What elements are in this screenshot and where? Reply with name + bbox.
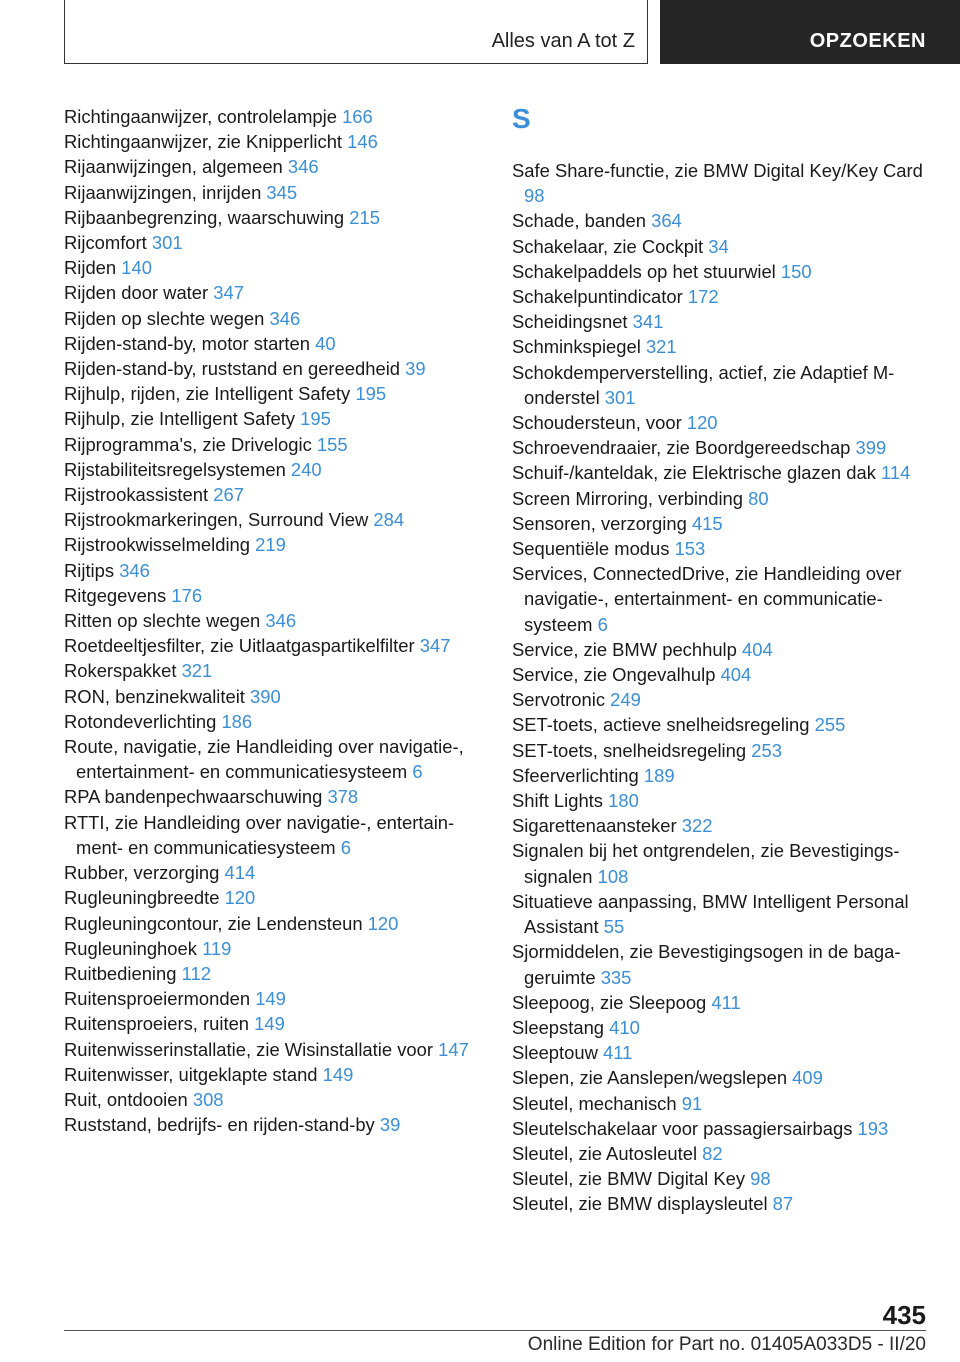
- page-reference-link[interactable]: 378: [327, 786, 359, 808]
- index-entry-text: Sfeerverlichting: [512, 764, 639, 786]
- index-entry-text: RPA bandenpechwaarschuwing: [64, 786, 323, 808]
- index-entry: [64, 1087, 484, 1112]
- index-entry-text: Sleutel, zie BMW displaysleutel: [512, 1193, 768, 1215]
- index-entry: [512, 763, 932, 788]
- index-entry-text: Service, zie BMW pechhulp: [512, 638, 737, 660]
- index-entry-text: Signalen bij het ontgrendelen, zie Bevestigingssignalen: [512, 840, 900, 887]
- page-reference-link[interactable]: 82: [702, 1142, 723, 1164]
- page-number: 435: [882, 1300, 926, 1330]
- index-entry-text: Schakelaar, zie Cockpit: [512, 235, 704, 257]
- page-reference-link[interactable]: 347: [419, 635, 451, 657]
- index-entry-text: Ruitensproeiers, ruiten: [64, 1013, 250, 1035]
- index-entry: [64, 608, 484, 633]
- page-reference-link[interactable]: 80: [748, 487, 769, 509]
- index-entry: [512, 939, 932, 989]
- index-entry: [64, 961, 484, 986]
- page-reference-link[interactable]: 409: [792, 1067, 823, 1089]
- index-entry-text: SET-toets, actieve snelheidsregeling: [512, 714, 810, 736]
- index-entry-text: Rijden-stand-by, motor starten: [64, 332, 310, 354]
- page-reference-link[interactable]: 410: [609, 1016, 640, 1038]
- index-entry: [64, 633, 484, 658]
- index-entry: [64, 356, 484, 381]
- page-reference-link[interactable]: 404: [742, 638, 773, 660]
- index-entry-text: Situatieve aanpassing, BMW Intelligent Personal Assistant: [512, 890, 909, 938]
- index-entry-text: Sleutel, zie BMW Digital Key: [512, 1168, 746, 1190]
- index-entry: [64, 1112, 484, 1137]
- index-entry: [64, 558, 484, 583]
- page-reference-link[interactable]: 321: [181, 660, 213, 682]
- index-entry: [512, 1091, 932, 1116]
- index-entry: [64, 129, 484, 154]
- index-entry-text: Ruitenwisser, uitgeklapte stand: [64, 1063, 318, 1085]
- index-entry-text: Sigarettenaansteker: [512, 815, 677, 837]
- page-reference-link[interactable]: 40: [315, 332, 336, 354]
- page-reference-link[interactable]: 166: [342, 106, 373, 127]
- page-reference-link[interactable]: 6: [412, 761, 423, 783]
- index-entry: [64, 331, 484, 356]
- page-reference-link[interactable]: 39: [405, 358, 426, 380]
- index-entry-text: Rugleuningcontour, zie Lendensteun: [64, 912, 363, 934]
- index-entry: [64, 104, 484, 129]
- index-entry-text: Ruitbediening: [64, 962, 177, 984]
- index-entry: [64, 810, 484, 860]
- page-reference-link[interactable]: 55: [603, 916, 625, 938]
- index-entry: [512, 536, 932, 561]
- page-reference-link[interactable]: 147: [438, 1038, 469, 1060]
- index-entry: [64, 406, 484, 431]
- page-reference-link[interactable]: 411: [711, 991, 741, 1013]
- page-reference-link[interactable]: 149: [322, 1063, 354, 1085]
- page-reference-link[interactable]: 345: [266, 181, 298, 203]
- index-entries-right: [512, 158, 932, 1217]
- page-reference-link[interactable]: 240: [290, 458, 322, 480]
- index-entry-text: Services, ConnectedDrive, zie Handleiding over navigatie-, entertainment- en communicatiesysteem: [512, 563, 902, 635]
- page-reference-link[interactable]: 308: [192, 1088, 224, 1110]
- page-reference-link[interactable]: 140: [121, 257, 152, 279]
- page-reference-link[interactable]: 87: [772, 1193, 794, 1215]
- index-entry: [64, 255, 484, 280]
- index-entry: [512, 687, 932, 712]
- page-reference-link[interactable]: 186: [221, 710, 253, 732]
- page-reference-link[interactable]: 249: [610, 689, 641, 711]
- page-reference-link[interactable]: 347: [213, 282, 244, 304]
- index-entry: [64, 734, 484, 784]
- index-entry-text: Sjormiddelen, zie Bevestigingsogen in de bagageruimte: [512, 941, 901, 988]
- index-entry-text: Sleepstang: [512, 1016, 605, 1038]
- index-entry-text: Sequentiële modus: [512, 538, 670, 560]
- index-entry: [64, 583, 484, 608]
- page-reference-link[interactable]: 341: [632, 311, 664, 333]
- footer-divider: [64, 1330, 926, 1331]
- index-entry: [64, 230, 484, 255]
- index-entry-text: Schokdemperverstelling, actief, zie Adaptief M-onderstel: [512, 361, 895, 408]
- index-entry-text: SET-toets, snelheidsregeling: [512, 739, 747, 761]
- index-entry-text: Ruitenwisserinstallatie, zie Wisinstallatie voor: [64, 1038, 433, 1060]
- page-reference-link[interactable]: 98: [524, 185, 545, 207]
- index-entry-text: Rijhulp, zie Intelligent Safety: [64, 408, 296, 430]
- index-entry: [64, 1062, 484, 1087]
- index-entry-text: Ruit, ontdooien: [64, 1088, 188, 1110]
- page-reference-link[interactable]: 6: [597, 613, 608, 635]
- index-entry-text: Rijstrookwisselmelding: [64, 534, 251, 556]
- page-reference-link[interactable]: 150: [780, 260, 812, 282]
- index-entry: [512, 1191, 932, 1216]
- index-entry: [512, 234, 932, 259]
- page-reference-link[interactable]: 301: [604, 386, 636, 408]
- index-entry-text: Schakelpuntindicator: [512, 286, 683, 308]
- index-column-right: [512, 104, 932, 1217]
- index-entry: [64, 482, 484, 507]
- index-entry-text: Sleutelschakelaar voor passagiersairbags: [512, 1117, 853, 1139]
- index-entry: [512, 712, 932, 737]
- page-reference-link[interactable]: 253: [751, 739, 782, 761]
- page-reference-link[interactable]: 112: [181, 962, 211, 984]
- index-entry-text: Rijstrookmarkeringen, Surround View: [64, 509, 369, 531]
- index-entry-text: Rijcomfort: [64, 232, 147, 254]
- page-reference-link[interactable]: 189: [643, 764, 675, 786]
- index-entry: [512, 738, 932, 763]
- header-tab: [64, 0, 648, 64]
- index-entry: [512, 990, 932, 1015]
- index-entry: [512, 1116, 932, 1141]
- page-reference-link[interactable]: 219: [255, 534, 286, 556]
- page-reference-link[interactable]: 149: [255, 988, 286, 1010]
- index-entry: [64, 986, 484, 1011]
- index-entry: [512, 662, 932, 687]
- page-reference-link[interactable]: 411: [603, 1042, 633, 1064]
- page-reference-link[interactable]: 180: [608, 790, 639, 812]
- page-reference-link[interactable]: 39: [379, 1114, 401, 1136]
- index-entry: [64, 1011, 484, 1036]
- index-entry: [64, 532, 484, 557]
- index-entry-text: Rijtips: [64, 559, 115, 581]
- page-reference-link[interactable]: 322: [681, 815, 713, 837]
- page-reference-link[interactable]: 108: [597, 865, 629, 887]
- index-entry-text: Route, navigatie, zie Handleiding over navigatie-, entertainment- en communicatiesysteem: [64, 736, 464, 783]
- index-entry-text: Schakelpaddels op het stuurwiel: [512, 260, 776, 282]
- index-entry-text: Rijden: [64, 257, 117, 279]
- page-reference-link[interactable]: 346: [265, 610, 297, 632]
- index-entry: [64, 860, 484, 885]
- index-entry: [64, 457, 484, 482]
- index-entry: [64, 885, 484, 910]
- page-reference-link[interactable]: 346: [269, 307, 301, 329]
- page-reference-link[interactable]: 284: [373, 509, 405, 531]
- section-label: OPZOEKEN: [809, 30, 926, 52]
- page-reference-link[interactable]: 415: [691, 512, 723, 534]
- index-entry: [64, 154, 484, 179]
- index-entry: [64, 1037, 484, 1062]
- index-entry: [512, 284, 932, 309]
- page-reference-link[interactable]: 390: [250, 685, 281, 707]
- index-entry: [64, 507, 484, 532]
- index-entry-text: Rijden-stand-by, ruststand en gereedheid: [64, 358, 401, 380]
- page-reference-link[interactable]: 34: [708, 235, 729, 257]
- index-entry-text: Sleeptouw: [512, 1042, 598, 1064]
- page-reference-link[interactable]: 146: [347, 131, 378, 153]
- index-entry-text: Rijaanwijzingen, algemeen: [64, 156, 283, 178]
- index-entry: [64, 658, 484, 683]
- index-entry-text: Safe Share-functie, zie BMW Digital Key/Key Card: [512, 160, 923, 181]
- page-reference-link[interactable]: 267: [213, 484, 244, 506]
- footer-edition: Online Edition for Part no. 01405A033D5 - II/20: [527, 1334, 926, 1355]
- index-entry-text: Sensoren, verzorging: [512, 512, 687, 534]
- index-entry-text: Slepen, zie Aanslepen/wegslepen: [512, 1067, 788, 1089]
- index-entry-text: RTTI, zie Handleiding over navigatie-, entertainment- en communicatiesysteem: [64, 811, 455, 858]
- page-reference-link[interactable]: 346: [287, 156, 319, 178]
- index-entry: [64, 306, 484, 331]
- index-entry-text: Schminkspiegel: [512, 336, 641, 358]
- index-entry-text: Ruitensproeiermonden: [64, 988, 251, 1010]
- index-entry-text: Richtingaanwijzer, zie Knipperlicht: [64, 131, 343, 153]
- index-entry-text: RON, benzinekwaliteit: [64, 685, 245, 707]
- index-entry-text: Rijprogramma's, zie Drivelogic: [64, 433, 312, 455]
- index-entry: [512, 435, 932, 460]
- index-entry: [512, 334, 932, 359]
- page-reference-link[interactable]: 155: [316, 433, 348, 455]
- index-entry-text: Scheidingsnet: [512, 311, 628, 333]
- page-reference-link[interactable]: 153: [674, 538, 706, 560]
- page-reference-link[interactable]: 195: [300, 408, 331, 430]
- index-entry: [512, 511, 932, 536]
- index-entry: [64, 911, 484, 936]
- index-entry-text: Rotondeverlichting: [64, 710, 217, 732]
- page-reference-link[interactable]: 414: [224, 862, 256, 884]
- index-entry: [512, 410, 932, 435]
- page-reference-link[interactable]: 335: [600, 966, 632, 988]
- index-entry-text: Rijaanwijzingen, inrijden: [64, 181, 262, 203]
- page-reference-link[interactable]: 364: [651, 210, 682, 232]
- page-reference-link[interactable]: 215: [349, 206, 380, 228]
- index-entry: [512, 813, 932, 838]
- index-entry-text: Screen Mirroring, verbinding: [512, 487, 744, 509]
- page-reference-link[interactable]: 176: [171, 584, 203, 606]
- index-entry: [64, 709, 484, 734]
- index-entry-text: Ruststand, bedrijfs- en rijden-stand-by: [64, 1114, 375, 1136]
- page-reference-link[interactable]: 120: [367, 912, 399, 934]
- index-entry-text: Rijstrookassistent: [64, 484, 209, 506]
- page-reference-link[interactable]: 255: [814, 714, 846, 736]
- index-entry: [512, 460, 932, 485]
- index-entry-text: Servotronic: [512, 689, 606, 711]
- page-reference-link[interactable]: 346: [119, 559, 150, 581]
- index-entry-text: Schroevendraaier, zie Boordgereedschap: [512, 437, 851, 459]
- header-title: Alles van A tot Z: [491, 30, 635, 52]
- page-reference-link[interactable]: 193: [857, 1117, 889, 1139]
- index-entry-text: Schoudersteun, voor: [512, 412, 682, 434]
- index-entry: [512, 1065, 932, 1090]
- index-entry-text: Rugleuningbreedte: [64, 887, 220, 909]
- index-entry: [512, 360, 932, 410]
- page-reference-link[interactable]: 172: [687, 286, 719, 308]
- index-entry-text: Rijhulp, rijden, zie Intelligent Safety: [64, 383, 351, 405]
- index-entry: [64, 381, 484, 406]
- index-entry-text: Rijden door water: [64, 282, 209, 304]
- index-entry: [512, 1141, 932, 1166]
- index-entry: [512, 208, 932, 233]
- page-reference-link[interactable]: 404: [720, 664, 752, 686]
- index-entry-text: Sleutel, mechanisch: [512, 1092, 677, 1114]
- index-entry: [64, 684, 484, 709]
- index-entry: [64, 180, 484, 205]
- index-entry-text: Richtingaanwijzer, controlelampje: [64, 106, 337, 127]
- index-entry: [512, 259, 932, 284]
- index-entry: [512, 158, 932, 208]
- index-entry: [512, 637, 932, 662]
- index-entry: [64, 432, 484, 457]
- index-entry: [512, 1166, 932, 1191]
- index-entry-text: Sleepoog, zie Sleepoog: [512, 991, 707, 1013]
- index-entry-text: Sleutel, zie Autosleutel: [512, 1142, 698, 1164]
- index-entry: [64, 936, 484, 961]
- page-reference-link[interactable]: 321: [645, 336, 677, 358]
- page-reference-link[interactable]: 120: [224, 887, 256, 909]
- page-reference-link[interactable]: 119: [202, 937, 232, 959]
- page-reference-link[interactable]: 120: [686, 412, 718, 434]
- index-entry: [64, 205, 484, 230]
- page-reference-link[interactable]: 6: [340, 836, 351, 858]
- page-reference-link[interactable]: 149: [254, 1013, 285, 1035]
- index-entry: [512, 486, 932, 511]
- index-entry: [512, 1040, 932, 1065]
- index-entry-text: Schuif-/kanteldak, zie Elektrische glazen dak: [512, 462, 876, 484]
- index-entry-text: Rokerspakket: [64, 660, 177, 682]
- index-column-left: [64, 104, 484, 1137]
- index-entry: [512, 561, 932, 637]
- index-entry-text: Shift Lights: [512, 790, 603, 812]
- index-entry: [512, 1015, 932, 1040]
- section-letter: S: [512, 103, 531, 134]
- index-entry-text: Roetdeeltjesfilter, zie Uitlaatgaspartikelfilter: [64, 635, 415, 657]
- page-reference-link[interactable]: 114: [881, 462, 911, 484]
- section-tab: [660, 0, 960, 64]
- index-entry: [512, 889, 932, 939]
- page-reference-link[interactable]: 91: [681, 1092, 703, 1114]
- index-entry-text: Ritten op slechte wegen: [64, 610, 261, 632]
- index-entry: [512, 788, 932, 813]
- index-entry-text: Ritgegevens: [64, 584, 167, 606]
- index-entry-text: Rijbaanbegrenzing, waarschuwing: [64, 206, 345, 228]
- index-entry-text: Service, zie Ongevalhulp: [512, 664, 716, 686]
- index-entry-text: Rubber, verzorging: [64, 862, 220, 884]
- index-entry-text: Rijstabiliteitsregelsystemen: [64, 458, 286, 480]
- index-entry-text: Schade, banden: [512, 210, 646, 232]
- index-entry-text: Rugleuninghoek: [64, 937, 197, 959]
- index-entry-text: Rijden op slechte wegen: [64, 307, 265, 329]
- index-entry: [512, 309, 932, 334]
- index-entry: [512, 838, 932, 888]
- page-reference-link[interactable]: 399: [855, 437, 887, 459]
- page-reference-link[interactable]: 98: [750, 1168, 771, 1190]
- index-entry: [64, 280, 484, 305]
- page-reference-link[interactable]: 195: [355, 383, 387, 405]
- index-entry: [64, 784, 484, 809]
- page-reference-link[interactable]: 301: [151, 232, 183, 254]
